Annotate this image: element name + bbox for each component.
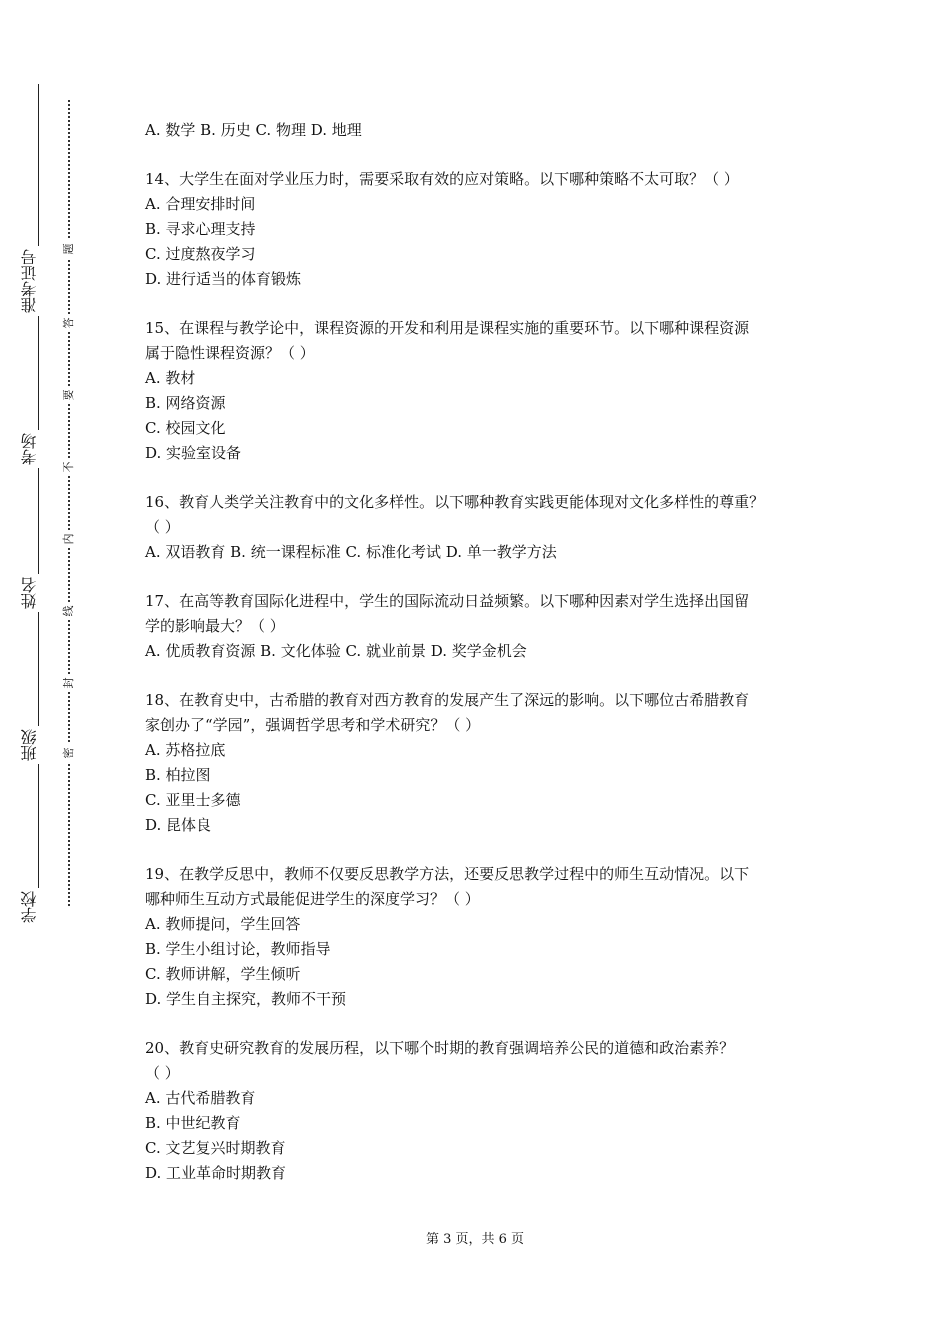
question-19 [145, 862, 825, 1012]
question-stem-cont: 家创办了“学园”，强调哲学思考和学术研究？（ ） [145, 716, 481, 734]
option-a: A. 苏格拉底 [145, 741, 226, 759]
question-stem-cont: （ ） [145, 1064, 180, 1082]
option-b: B. 寻求心理支持 [145, 220, 256, 238]
option-d: D. 学生自主探究，教师不干预 [145, 990, 347, 1008]
option-b: B. 柏拉图 [145, 766, 211, 784]
question-14 [145, 167, 825, 292]
option-c: C. 文艺复兴时期教育 [145, 1139, 286, 1157]
option-d: D. 实验室设备 [145, 444, 242, 462]
seal-char-yao: 要 [62, 386, 76, 404]
option-b: B. 中世纪教育 [145, 1114, 241, 1132]
question-stem: 15、在课程与教学论中，课程资源的开发和利用是课程实施的重要环节。以下哪种课程资源 [145, 319, 750, 337]
question-list [145, 118, 825, 1186]
option-c: C. 过度熬夜学习 [145, 245, 256, 263]
name-label: 姓名 [22, 574, 54, 612]
question-line: A. 数学 B. 历史 C. 物理 D. 地理 [145, 121, 362, 139]
option-c: C. 教师讲解，学生倾听 [145, 965, 301, 983]
seal-char-xian: 线 [62, 602, 76, 620]
option-a: A. 教材 [145, 369, 196, 387]
question-stem-cont: 哪种师生互动方式最能促进学生的深度学习？（ ） [145, 890, 480, 908]
question-17 [145, 589, 825, 664]
option-d: D. 进行适当的体育锻炼 [145, 270, 302, 288]
question-stem: 20、教育史研究教育的发展历程，以下哪个时期的教育强调培养公民的道德和政治素养？ [145, 1039, 735, 1057]
option-a: A. 教师提问，学生回答 [145, 915, 301, 933]
question-stem: 17、在高等教育国际化进程中，学生的国际流动日益频繁。以下哪种因素对学生选择出国留 [145, 592, 750, 610]
question-stem-cont: 属于隐性课程资源？（ ） [145, 344, 315, 362]
question-stem: 18、在教育史中，古希腊的教育对西方教育的发展产生了深远的影响。以下哪位古希腊教育 [145, 691, 750, 709]
seal-char-feng: 封 [62, 674, 76, 692]
option-a: A. 古代希腊教育 [145, 1089, 256, 1107]
admission-number-label: 准考证号 [22, 246, 54, 316]
seal-char-ti: 题 [62, 240, 76, 258]
option-b: B. 学生小组讨论，教师指导 [145, 940, 331, 958]
options-inline: A. 优质教育资源 B. 文化体验 C. 就业前景 D. 奖学金机会 [145, 642, 527, 660]
option-b: B. 网络资源 [145, 394, 226, 412]
option-c: C. 校园文化 [145, 419, 226, 437]
option-a: A. 合理安排时间 [145, 195, 256, 213]
school-label: 学校 [22, 888, 54, 926]
question-stem-cont: （ ） [145, 518, 180, 536]
question-stem: 19、在教学反思中，教师不仅要反思教学方法，还要反思教学过程中的师生互动情况。以下 [145, 865, 750, 883]
option-d: D. 工业革命时期教育 [145, 1164, 287, 1182]
question-stem: 16、教育人类学关注教育中的文化多样性。以下哪种教育实践更能体现对文化多样性的尊重？ [145, 493, 765, 511]
class-label: 班级 [22, 726, 54, 764]
page-number: 第 3 页，共 6 页 [425, 1232, 525, 1247]
question-stem: 14、大学生在面对学业压力时，需要采取有效的应对策略。以下哪种策略不太可取？（ ） [145, 170, 739, 188]
seal-char-da: 答 [62, 314, 76, 332]
options-inline: A. 双语教育 B. 统一课程标准 C. 标准化考试 D. 单一教学方法 [145, 543, 557, 561]
option-c: C. 亚里士多德 [145, 791, 241, 809]
question-16 [145, 490, 825, 565]
exam-room-label: 考场 [22, 430, 54, 468]
seal-char-nei: 内 [62, 530, 76, 548]
question-stem-cont: 学的影响最大？（ ） [145, 617, 285, 635]
option-d: D. 昆体良 [145, 816, 212, 834]
seal-char-mi: 密 [62, 744, 76, 762]
question-15 [145, 316, 825, 466]
binding-line [38, 84, 39, 922]
seal-dotted-line [68, 100, 70, 906]
question-18 [145, 688, 825, 838]
question-20 [145, 1036, 825, 1186]
seal-char-bu: 不 [62, 458, 76, 476]
question-13-options [145, 118, 825, 143]
